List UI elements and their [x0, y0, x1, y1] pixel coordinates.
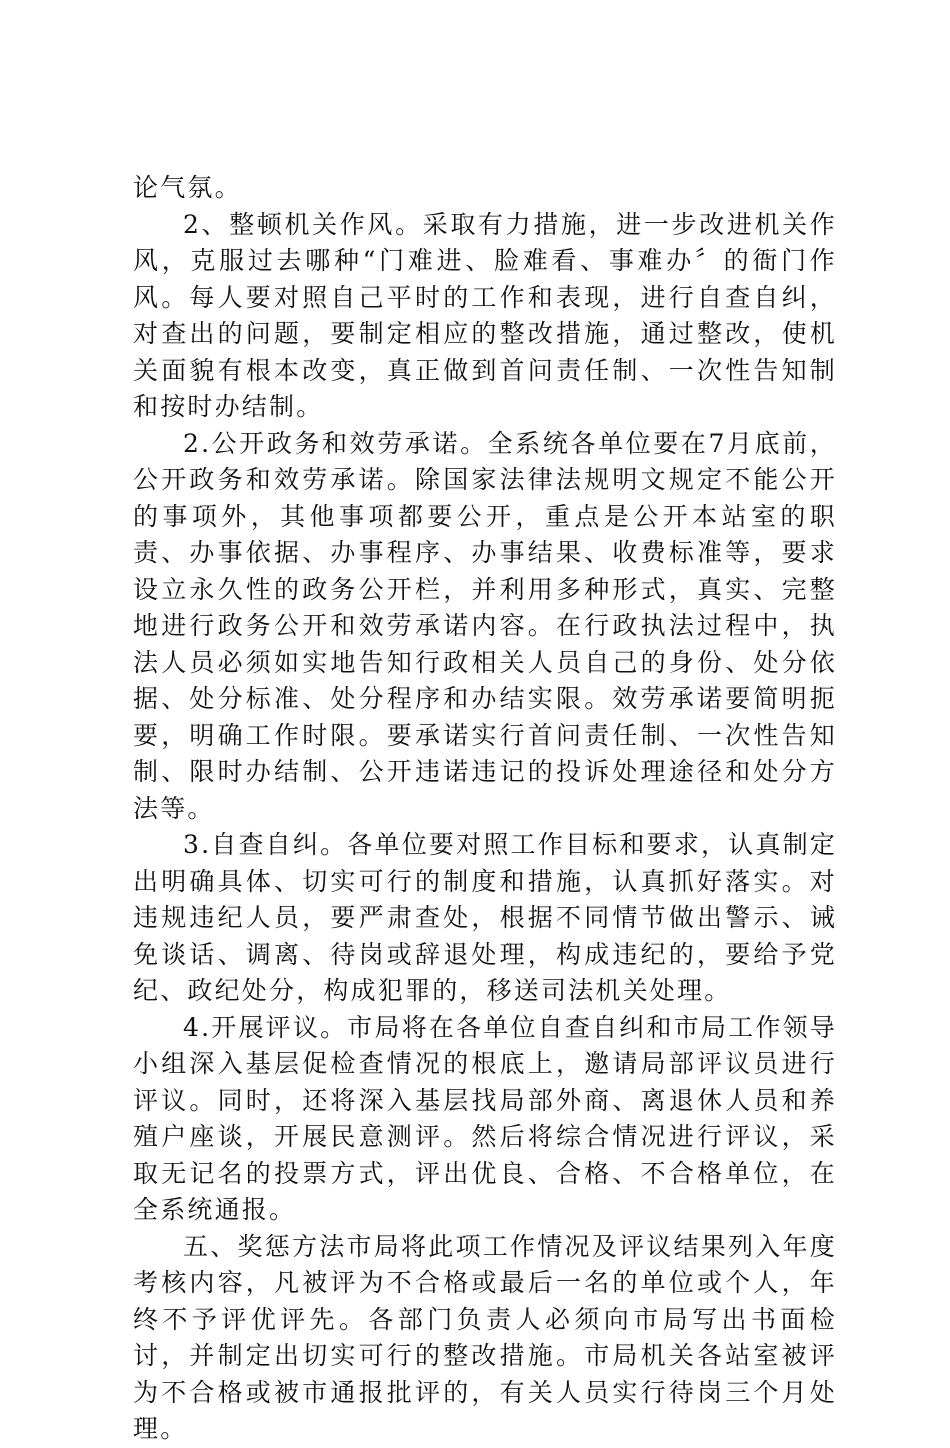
paragraph-item-2-public-affairs: 2.公开政务和效劳承诺。全系统各单位要在7月底前，公开政务和效劳承诺。除国家法律法规明文规定不能公开的事项外，其他事项都要公开，重点是公开本站室的职责、办事依据、办事程序、办事结果、收费标准等，要求设立永久性的政务公开栏，并利用多种形式，真实、完整地进行政务公开和效劳承诺内容。在行政执法过程中，执法人员必须如实地告知行政相关人员自己的身份、处分依据、处分标准、处分程序和办结实限。效劳承诺要简明扼要，明确工作时限。要承诺实行首问责任制、一次性告知制、限时办结制、公开违诺违记的投诉处理途径和处分方法等。 — [133, 428, 837, 823]
paragraph-continuation: 论气氛。 — [133, 173, 242, 202]
document-body — [133, 170, 837, 1448]
paragraph-item-2-rectify-style: 2、整顿机关作风。采取有力措施，进一步改进机关作风，克服过去哪种“门难进、脸难看、事难办〞的衙门作风。每人要对照自己平时的工作和表现，进行自查自纠，对查出的问题，要制定相应的整改措施，通过整改，使机关面貌有根本改变，真正做到首问责任制、一次性告知制和按时办结制。 — [133, 209, 837, 421]
paragraph-item-3-self-check: 3.自查自纠。各单位要对照工作目标和要求，认真制定出明确具体、切实可行的制度和措施，认真抓好落实。对违规违纪人员，要严肃查处，根据不同情节做出警示、诫免谈话、调离、待岗或辞退处理，构成违纪的，要给予党纪、政纪处分，构成犯罪的，移送司法机关处理。 — [133, 830, 837, 1005]
paragraph-section-5-rewards: 五、奖惩方法市局将此项工作情况及评议结果列入年度考核内容，凡被评为不合格或最后一名的单位或个人，年终不予评优评先。各部门负责人必须向市局写出书面检讨，并制定出切实可行的整改措施。市局机关各站室被评为不合格或被市通报批评的，有关人员实行待岗三个月处理。 — [133, 1231, 837, 1443]
paragraph-item-4-evaluation: 4.开展评议。市局将在各单位自查自纠和市局工作领导小组深入基层促检查情况的根底上，邀请局部评议员进行评议。同时，还将深入基层找局部外商、离退休人员和养殖户座谈，开展民意测评。然后将综合情况进行评议，采取无记名的投票方式，评出优良、合格、不合格单位，在全系统通报。 — [133, 1012, 837, 1224]
